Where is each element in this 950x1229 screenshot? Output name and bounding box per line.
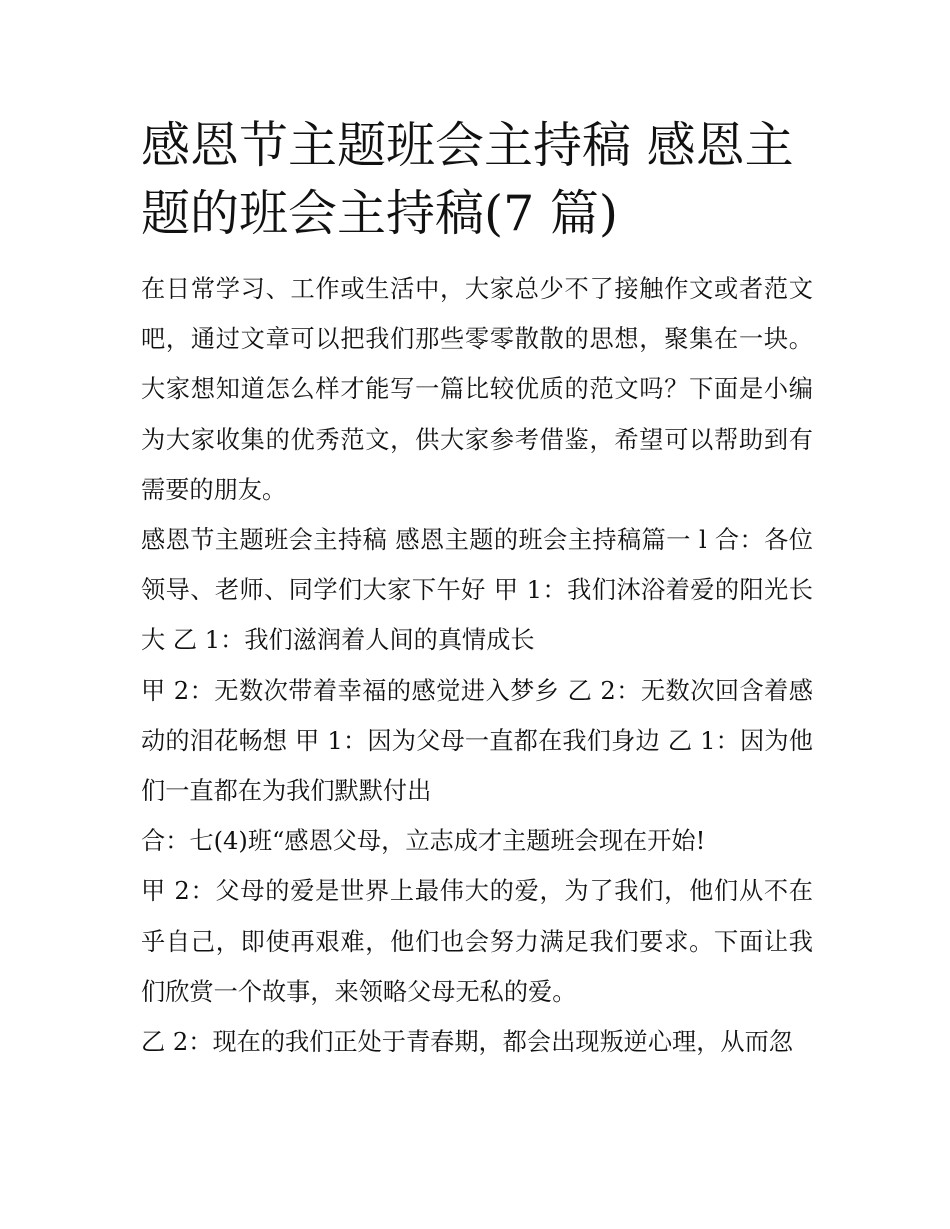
paragraph-dialogue-1: 甲 2：无数次带着幸福的感觉进入梦乡 乙 2：无数次回含着感动的泪花畅想 甲 1：因为父母一直都在我们身边 乙 1：因为他们一直都在为我们默默付出	[141, 676, 813, 806]
paragraph-dialogue-2: 甲 2：父母的爱是世界上最伟大的爱，为了我们，他们从不在乎自己，即使再艰难，他们也会努力满足我们要求。下面让我们欣赏一个故事，来领略父母无私的爱。	[141, 877, 813, 1006]
title-line-2: 题的班会主持稿(7 篇)	[141, 185, 618, 242]
document-title	[141, 112, 813, 248]
document-content	[141, 112, 813, 1067]
paragraph-announcement: 合：七(4)班“感恩父母，立志成才主题班会现在开始!	[141, 827, 706, 856]
paragraph-intro: 在日常学习、工作或生活中，大家总少不了接触作文或者范文吧，通过文章可以把我们那些零零散散的思想，聚集在一块。大家想知道怎么样才能写一篇比较优质的范文吗？下面是小编为大家收集的优秀范文，供大家参考借鉴，希望可以帮助到有需要的朋友。	[141, 275, 813, 504]
paragraph-dialogue-3: 乙 2：现在的我们正处于青春期，都会出现叛逆心理，从而忽	[141, 1028, 793, 1057]
title-line-1: 感恩节主题班会主持稿 感恩主	[141, 117, 794, 174]
document-body	[141, 264, 813, 1067]
paragraph-opening: 感恩节主题班会主持稿 感恩主题的班会主持稿篇一 l 合：各位领导、老师、同学们大家下午好 甲 1：我们沐浴着爱的阳光长大 乙 1：我们滋润着人间的真情成长	[141, 526, 813, 655]
